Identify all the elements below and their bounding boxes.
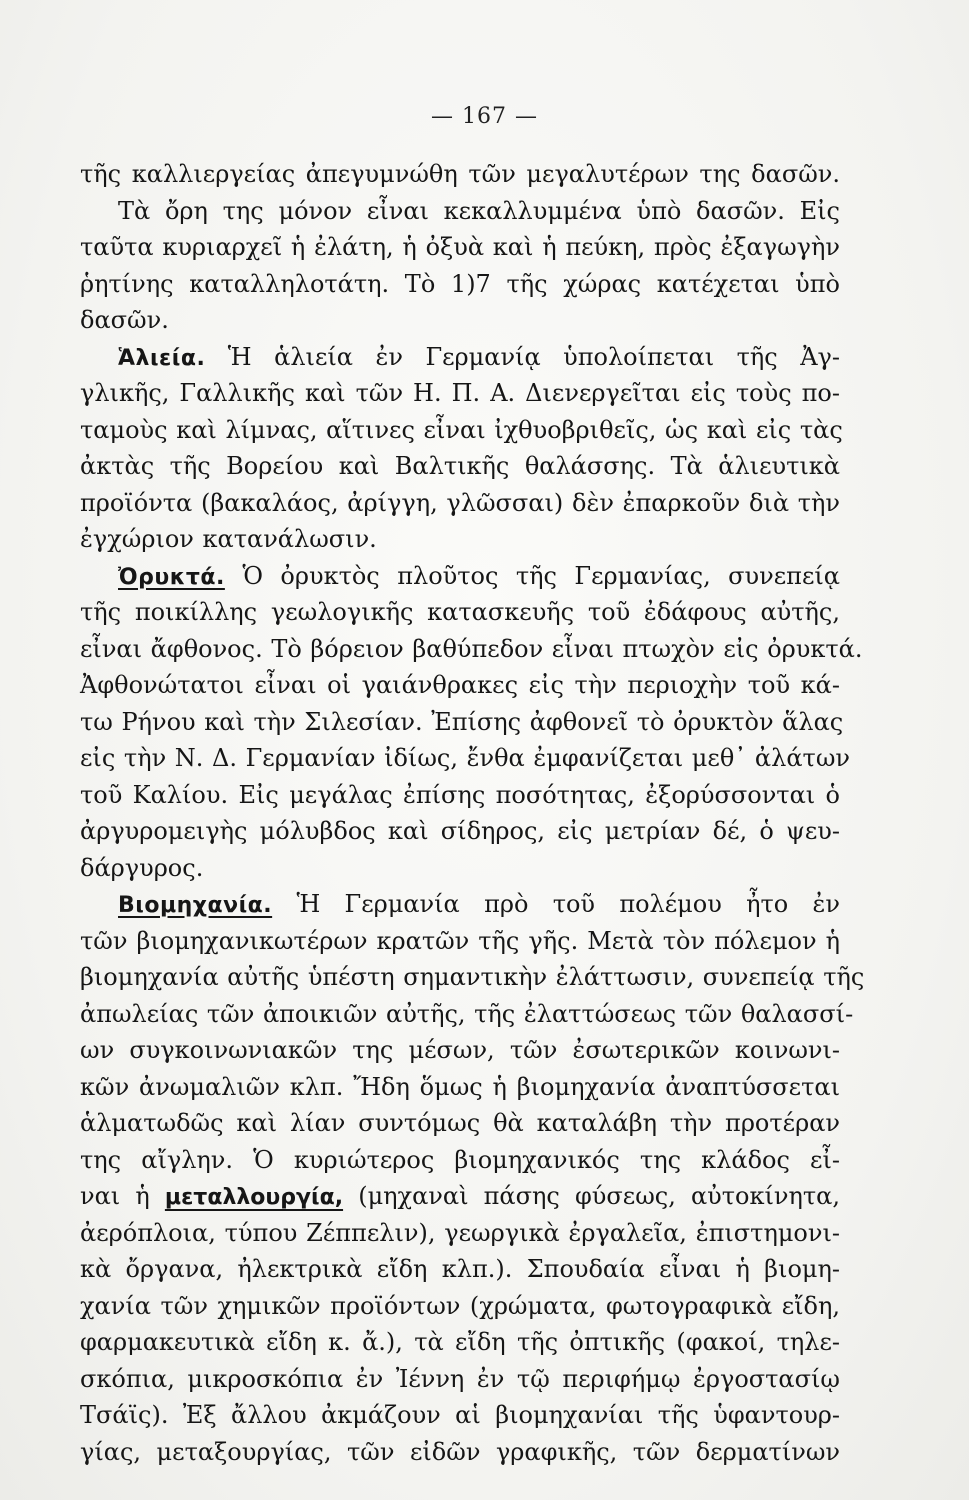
text-line: ἀκτὰς τῆς Βορείου καὶ Βαλτικῆς θαλάσσης. Τὰ ἁλιευτικὰ bbox=[80, 452, 840, 480]
section-line-alieia: Ἁλιεία. Ἡ ἁλιεία ἐν Γερμανίᾳ ὑπολοίπεται τῆς Ἀγ- bbox=[118, 342, 840, 371]
text-line: ἀπωλείας τῶν ἀποικιῶν αὐτῆς, τῆς ἐλαττώσεως τῶν θαλασσί- bbox=[80, 999, 854, 1028]
text-line: ἐγχώριον κατανάλωσιν. bbox=[80, 525, 377, 553]
emphasis-metallourgia: μεταλλουργία, bbox=[164, 1185, 344, 1210]
text-line: εἶναι ἄφθονος. Τὸ βόρειον βαθύπεδον εἶναι πτωχὸν εἰς ὀρυκτά. bbox=[80, 634, 863, 663]
text-line: γίας, μεταξουργίας, τῶν εἰδῶν γραφικῆς, τῶν δερματίνων bbox=[80, 1437, 840, 1466]
text-line: ων συγκοινωνιακῶν της μέσων, τῶν ἐσωτερικῶν κοινωνι- bbox=[80, 1036, 840, 1064]
text-line: δάργυρος. bbox=[80, 853, 204, 882]
section-heading-viomichania: Βιομηχανία. bbox=[118, 893, 273, 918]
text-line: Τσάϊς). Ἐξ ἄλλου ἀκμάζουν αἱ βιομηχανίαι τῆς ὑφαντουρ- bbox=[80, 1401, 840, 1429]
text-line: εἰς τὴν Ν. Δ. Γερμανίαν ἰδίως, ἔνθα ἐμφανίζεται μεθ᾽ ἀλάτων bbox=[80, 744, 850, 772]
text-line: βιομηχανία αὐτῆς ὑπέστη σημαντικὴν ἐλάττωσιν, συνεπείᾳ τῆς bbox=[80, 963, 865, 991]
text-line: της αἴγλην. Ὁ κυριώτερος βιομηχανικός της κλάδος εἶ- bbox=[80, 1145, 840, 1174]
section-line-oryktá: Ὀρυκτά. Ὁ ὀρυκτὸς πλοῦτος τῆς Γερμανίας, συνεπείᾳ bbox=[118, 561, 840, 590]
text-line: ἀργυρομειγὴς μόλυβδος καὶ σίδηρος, εἰς μετρίαν δέ, ὁ ψευ- bbox=[80, 817, 840, 845]
text-line: κὰ ὄργανα, ἠλεκτρικὰ εἴδη κλπ.). Σπουδαία εἶναι ἡ βιομη- bbox=[80, 1255, 840, 1283]
text-line: τοῦ Καλίου. Εἰς μεγάλας ἐπίσης ποσότητας, ἐξορύσσονται ὁ bbox=[80, 780, 840, 809]
text-line: προϊόντα (βακαλάος, ἀρίγγη, γλῶσσαι) δὲν ἐπαρκοῦν διὰ τὴν bbox=[80, 488, 840, 517]
section-heading-orykta: Ὀρυκτά. bbox=[118, 564, 225, 590]
text-line: χανία τῶν χημικῶν προϊόντων (χρώματα, φωτογραφικὰ εἴδη, bbox=[80, 1291, 840, 1320]
text-line: Ἀφθονώτατοι εἶναι οἱ γαιάνθρακες εἰς τὴν περιοχὴν τοῦ κά- bbox=[80, 671, 840, 699]
text-line: Τὰ ὄρη της μόνον εἶναι κεκαλλυμμένα ὑπὸ δασῶν. Εἰς bbox=[118, 196, 840, 225]
text-line: ἀερόπλοια, τύπου Ζέππελιν), γεωργικὰ ἐργαλεῖα, ἐπιστημονι- bbox=[80, 1218, 840, 1247]
text-line: τω Ρήνου καὶ τὴν Σιλεσίαν. Ἐπίσης ἀφθονεῖ τὸ ὀρυκτὸν ἅλας bbox=[80, 707, 844, 736]
text-line: τῆς καλλιεργείας ἀπεγυμνώθη τῶν μεγαλυτέρων της δασῶν. bbox=[80, 160, 840, 188]
text-line: ταμοὺς καὶ λίμνας, αἵτινες εἶναι ἰχθυοβριθεῖς, ὡς καὶ εἰς τὰς bbox=[80, 415, 843, 444]
text-line: ταῦτα κυριαρχεῖ ἡ ἐλάτη, ἡ ὀξυὰ καὶ ἡ πεύκη, πρὸς ἐξαγωγὴν bbox=[80, 233, 840, 261]
text-line: σκόπια, μικροσκόπια ἐν Ἰέννη ἐν τῷ περιφήμῳ ἐργοστασίῳ bbox=[80, 1364, 840, 1393]
text-line: ῥητίνης καταλληλοτάτη. Τὸ 1)7 τῆς χώρας κατέχεται ὑπὸ bbox=[80, 269, 840, 298]
page-number: — 167 — bbox=[431, 104, 538, 129]
body-text bbox=[80, 156, 865, 1470]
text-line: ἁλματωδῶς καὶ λίαν συντόμως θὰ καταλάβη τὴν προτέραν bbox=[80, 1109, 840, 1137]
text-line: ναι ἡ μεταλλουργία, (μηχαναὶ πάσης φύσεως, αὐτοκίνητα, bbox=[80, 1182, 840, 1210]
text-line: τῶν βιομηχανικωτέρων κρατῶν τῆς γῆς. Μετὰ τὸν πόλεμον ἡ bbox=[80, 926, 840, 955]
section-line-viomichania: Βιομηχανία. Ἡ Γερμανία πρὸ τοῦ πολέμου ἦτο ἐν bbox=[118, 890, 840, 918]
text-line: κῶν ἀνωμαλιῶν κλπ. Ἤδη ὅμως ἡ βιομηχανία ἀναπτύσσεται bbox=[80, 1072, 840, 1101]
section-heading-alieia: Ἁλιεία. bbox=[118, 345, 206, 371]
text-line: γλικῆς, Γαλλικῆς καὶ τῶν Η. Π. Α. Διενεργεῖται εἰς τοὺς πο- bbox=[80, 379, 840, 407]
text-line: φαρμακευτικὰ εἴδη κ. ἄ.), τὰ εἴδη τῆς ὀπτικῆς (φακοί, τηλε- bbox=[80, 1328, 840, 1356]
text-line: δασῶν. bbox=[80, 306, 169, 334]
text-line: τῆς ποικίλλης γεωλογικῆς κατασκευῆς τοῦ ἐδάφους αὐτῆς, bbox=[80, 598, 840, 626]
